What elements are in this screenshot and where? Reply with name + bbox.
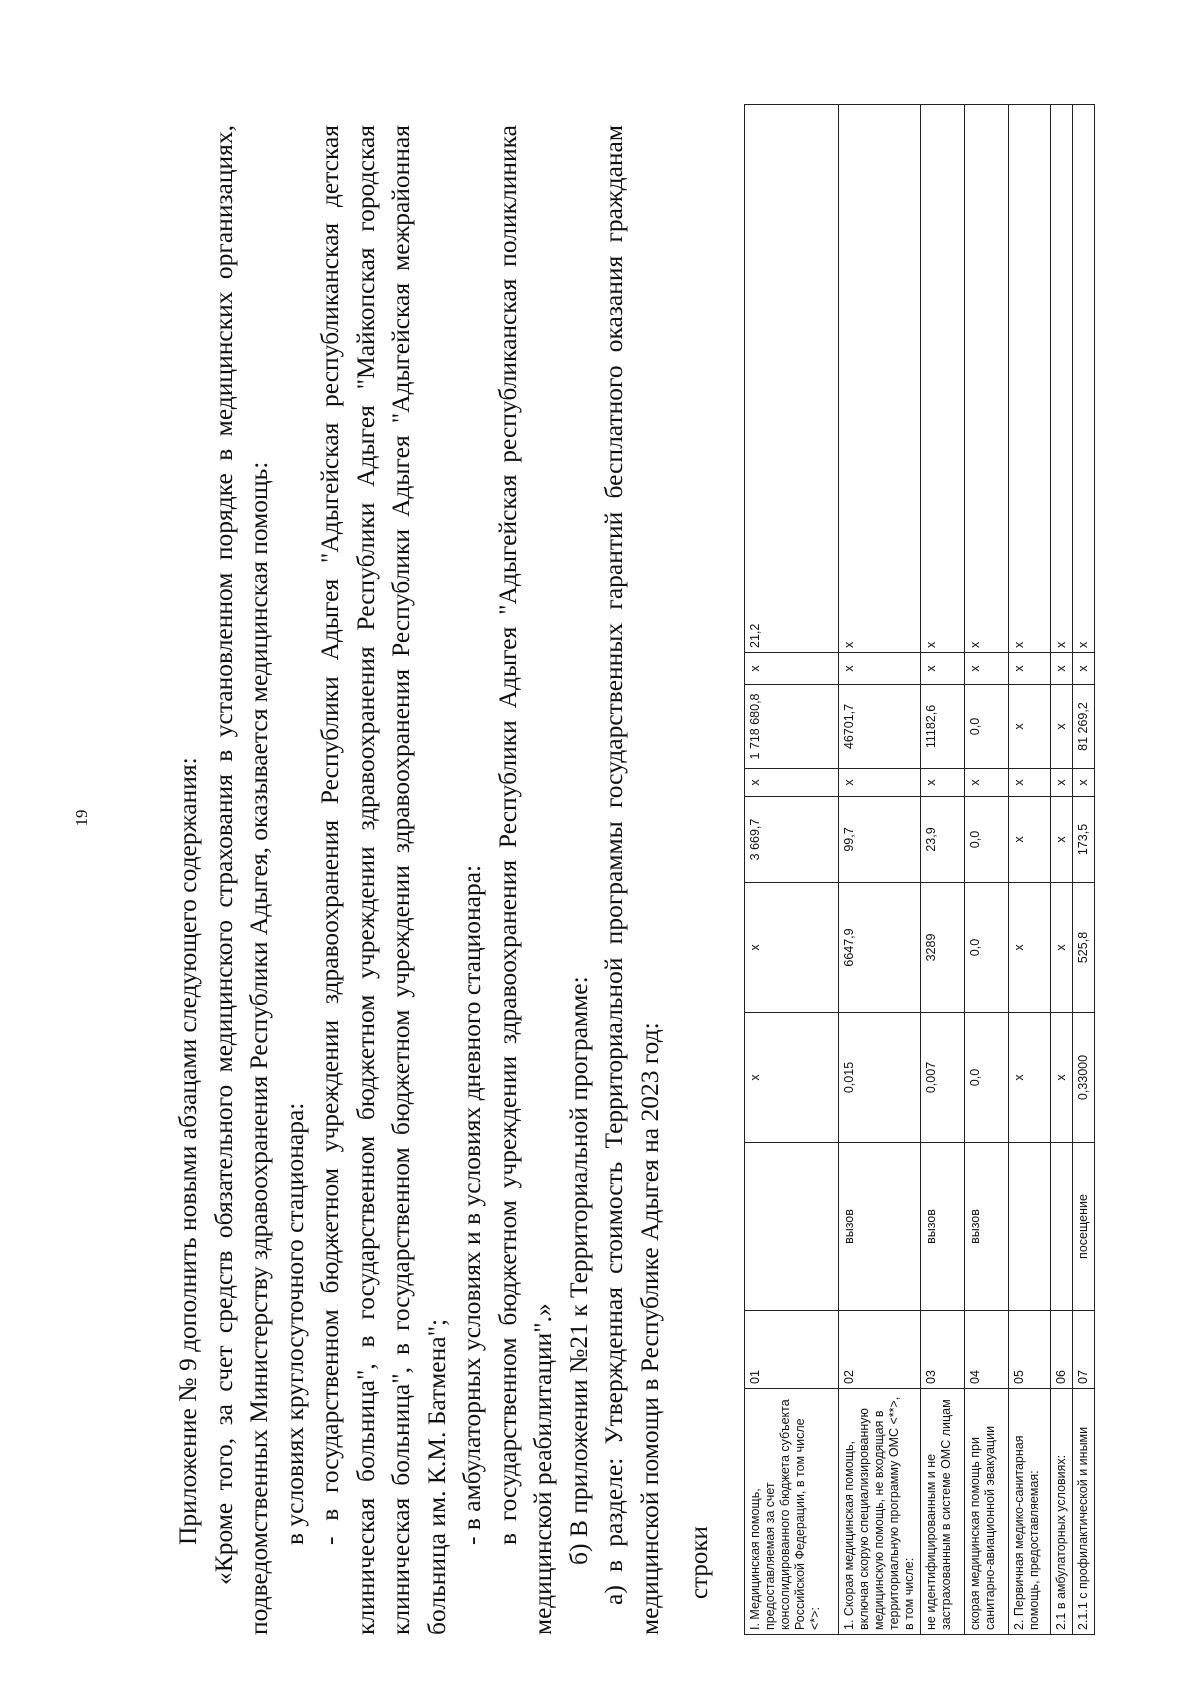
page-number: 19 <box>72 809 91 827</box>
table-cell: 0,0 <box>965 1013 1009 1143</box>
paragraph-round-clock-hospital: в условиях круглосуточного стационара: <box>279 1102 309 1545</box>
table-cell: х <box>921 105 965 653</box>
table-cell: х <box>1009 105 1051 653</box>
table-cell: х <box>745 883 839 1013</box>
table-cell: х <box>965 769 1009 797</box>
table-row <box>1009 105 1051 1635</box>
table-cell: х <box>1009 797 1051 883</box>
table-cell: 0,0 <box>965 883 1009 1013</box>
table-cell: 11182,6 <box>921 685 965 769</box>
table-row <box>745 105 839 1635</box>
table-row <box>921 105 965 1635</box>
table-cell: х <box>1051 769 1073 797</box>
table-row <box>1051 105 1073 1635</box>
table-cell: 3 669,7 <box>745 797 839 883</box>
table-cell: х <box>745 653 839 685</box>
table-cell: 2.1.1 с профилактической и иными <box>1073 1389 1095 1635</box>
table-cell: 173,5 <box>1073 797 1095 883</box>
table-cell: х <box>839 105 921 653</box>
table-cell: 04 <box>965 1311 1009 1389</box>
table-cell: х <box>1051 685 1073 769</box>
table-row <box>839 105 921 1635</box>
body-text <box>170 125 667 1635</box>
table-cell: 01 <box>745 1311 839 1389</box>
table-cell: 05 <box>1009 1311 1051 1389</box>
table-cell: х <box>1073 653 1095 685</box>
paragraph-besides: «Кроме того, за счет средств обязательного медицинского страхования в установленном порядке в медицинских организациях, подведомственных Министерству здравоохранения Республики Адыгея, оказывается медицинская помощь: <box>208 125 273 1635</box>
paragraph-section-cost: а) в разделе: Утвержденная стоимость Территориальной программы государственных гарантий бесплатного оказания гражданам медицинской помощи в Республике Адыгея на 2023 год: <box>599 125 664 1635</box>
table-cell: х <box>1051 653 1073 685</box>
table-cell: 0,007 <box>921 1013 965 1143</box>
paragraph-appendix-21: б) В приложении №21 к Территориальной программе: <box>563 976 593 1565</box>
table-cell: вызов <box>921 1143 965 1311</box>
rotated-page-content <box>170 105 1130 1635</box>
table-cell: х <box>1009 1013 1051 1143</box>
table-cell: 06 <box>1051 1311 1073 1389</box>
table-cell: 6647,9 <box>839 883 921 1013</box>
table-cell: 02 <box>839 1311 921 1389</box>
table-cell: х <box>1051 105 1073 653</box>
table-cell: 0,33000 <box>1073 1013 1095 1143</box>
table-cell: не идентифицированным и не застрахованным в системе ОМС лицам <box>921 1389 965 1635</box>
table-cell: 0,0 <box>965 685 1009 769</box>
table-cell <box>1051 1143 1073 1311</box>
table-cell: 07 <box>1073 1311 1095 1389</box>
table-cell: посещение <box>1073 1143 1095 1311</box>
table-cell: х <box>745 769 839 797</box>
table-cell: 525,8 <box>1073 883 1095 1013</box>
table-cell: 99,7 <box>839 797 921 883</box>
table-cell: 2.1 в амбулаторных условиях: <box>1051 1389 1073 1635</box>
table-cell: 0,0 <box>965 797 1009 883</box>
table-row <box>965 105 1009 1635</box>
table-cell: 23,9 <box>921 797 965 883</box>
table-cell: х <box>921 653 965 685</box>
paragraph-hospitals-list: - в государственном бюджетном учреждении здравоохранения Республики Адыгея "Адыгейская республиканская детская клиническая больница", в государственном бюджетном учреждении здравоохранения Республики Адыгея "Майкопская городская клиническая больница", в государственном бюджетном учреждении здравоохранения Республики Адыгея "Адыгейская межрайонная больница им. К.М. Батмена"; <box>315 125 451 1635</box>
table-cell: вызов <box>965 1143 1009 1311</box>
paragraph-appendix-9: Приложение № 9 дополнить новыми абзацами следующего содержания: <box>173 757 202 1545</box>
paragraph-outpatient: - в амбулаторных условиях и в условиях дневного стационара: <box>457 864 486 1545</box>
table-cell: х <box>1073 105 1095 653</box>
table-row <box>1073 105 1095 1635</box>
table-cell: х <box>1009 685 1051 769</box>
table-cell <box>1009 1143 1051 1311</box>
table-cell: х <box>1051 883 1073 1013</box>
table-cell: 2. Первичная медико-санитарная помощь, предоставляемая: <box>1009 1389 1051 1635</box>
table-cell <box>745 1143 839 1311</box>
table-cell: х <box>1051 797 1073 883</box>
paragraph-polyclinic: в государственном бюджетном учреждении здравоохранения Республики Адыгея "Адыгейская республиканская поликлиника медицинской реабилитации".» <box>492 125 557 1635</box>
table-cell: 0,015 <box>839 1013 921 1143</box>
cost-table <box>744 104 1095 1635</box>
table-cell: х <box>965 653 1009 685</box>
table-cell: 46701,7 <box>839 685 921 769</box>
table-cell: вызов <box>839 1143 921 1311</box>
table-cell: х <box>839 769 921 797</box>
table-cell: I. Медицинская помощь, предоставляемая за счет консолидированного бюджета субъекта Российской Федерации, в том числе <*>: <box>745 1389 839 1635</box>
stroki-label: строки <box>686 1526 713 1599</box>
table-cell: 81 269,2 <box>1073 685 1095 769</box>
table-cell: х <box>745 1013 839 1143</box>
table-cell: х <box>1009 769 1051 797</box>
table-cell: х <box>965 105 1009 653</box>
table-cell: х <box>1009 883 1051 1013</box>
table-cell: 1. Скорая медицинская помощь, включая скорую специализированную медицинскую помощь, не входящая в территориальную программу ОМС <**>, в том числе: <box>839 1389 921 1635</box>
table-cell: 1 718 680,8 <box>745 685 839 769</box>
table-cell: 3289 <box>921 883 965 1013</box>
table-cell: скорая медицинская помощь при санитарно-авиационной эвакуации <box>965 1389 1009 1635</box>
table-cell: х <box>1073 769 1095 797</box>
table-cell: х <box>1051 1013 1073 1143</box>
table-cell: х <box>1009 653 1051 685</box>
table-cell: х <box>921 769 965 797</box>
table-cell: 03 <box>921 1311 965 1389</box>
table-cell: 21,2 <box>745 105 839 653</box>
table-cell: х <box>839 653 921 685</box>
